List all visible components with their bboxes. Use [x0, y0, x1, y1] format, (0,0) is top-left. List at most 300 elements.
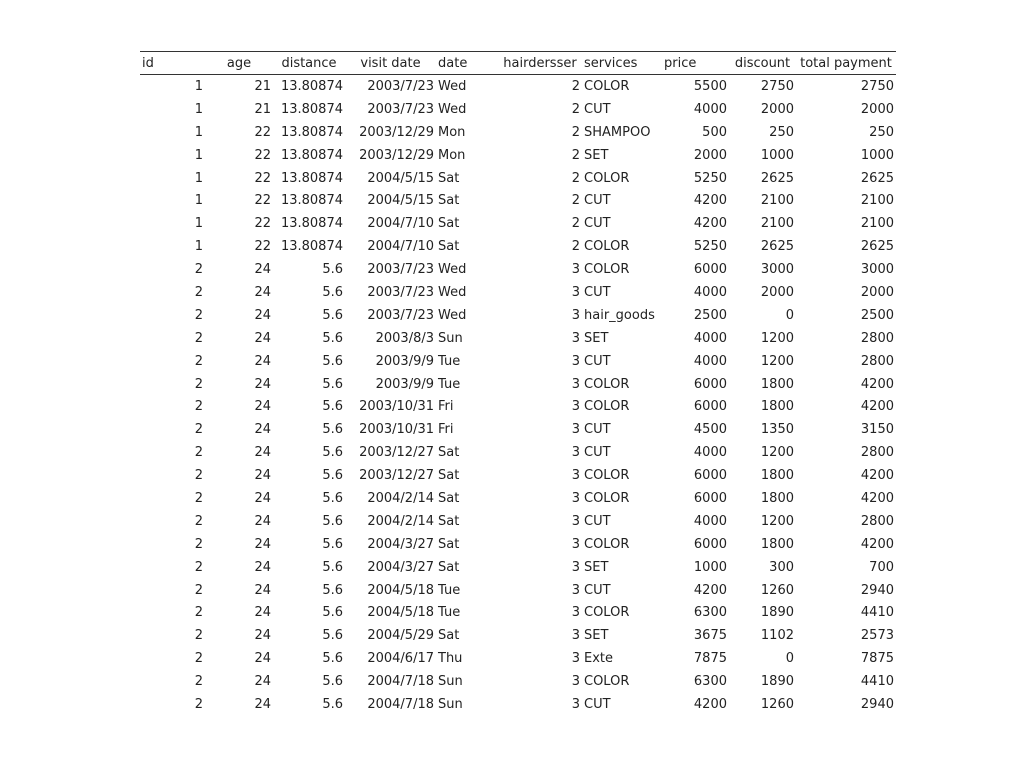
cell-services: CUT	[584, 353, 611, 369]
cell-visit-date: 2003/7/23	[367, 284, 434, 300]
cell-distance: 5.6	[322, 307, 343, 323]
cell-date: Tue	[438, 605, 461, 621]
cell-visit-date: 2003/7/23	[367, 262, 434, 278]
cell-age: 24	[254, 262, 271, 278]
cell-price: 2500	[693, 307, 727, 323]
cell-age: 22	[254, 170, 271, 186]
cell-hairdresser: 3	[571, 376, 580, 392]
cell-visit-date: 2003/7/23	[367, 101, 434, 117]
cell-id: 1	[194, 239, 203, 255]
cell-id: 2	[194, 330, 203, 346]
cell-services: Exte	[584, 651, 614, 667]
cell-date: Sat	[438, 536, 460, 552]
cell-services: CUT	[584, 513, 611, 529]
cell-visit-date: 2004/7/10	[367, 216, 434, 232]
cell-services: COLOR	[584, 78, 630, 94]
cell-id: 1	[194, 216, 203, 232]
cell-distance: 5.6	[322, 330, 343, 346]
cell-age: 24	[254, 307, 271, 323]
cell-distance: 13.80874	[280, 78, 343, 94]
cell-distance: 5.6	[322, 490, 343, 506]
cell-age: 24	[254, 353, 271, 369]
cell-id: 2	[194, 674, 203, 690]
cell-discount: 3000	[760, 262, 794, 278]
cell-total-payment: 4410	[860, 605, 894, 621]
cell-distance: 13.80874	[280, 101, 343, 117]
cell-distance: 5.6	[322, 559, 343, 575]
table-row	[140, 395, 896, 418]
cell-hairdresser: 3	[571, 399, 580, 415]
cell-price: 4000	[693, 284, 727, 300]
column-header-price: price	[664, 55, 697, 71]
cell-price: 6300	[693, 674, 727, 690]
table-row	[140, 304, 896, 327]
cell-age: 24	[254, 445, 271, 461]
table-row	[140, 189, 896, 212]
cell-price: 6000	[693, 376, 727, 392]
cell-age: 21	[254, 101, 271, 117]
cell-age: 24	[254, 628, 271, 644]
cell-date: Sat	[438, 628, 460, 644]
table-row	[140, 647, 896, 670]
cell-visit-date: 2003/9/9	[375, 376, 434, 392]
cell-total-payment: 2940	[860, 696, 894, 712]
cell-discount: 1260	[760, 582, 794, 598]
cell-total-payment: 2625	[860, 239, 894, 255]
cell-hairdresser: 3	[571, 490, 580, 506]
table-row	[140, 464, 896, 487]
cell-date: Wed	[438, 101, 467, 117]
cell-visit-date: 2003/12/27	[359, 445, 434, 461]
cell-distance: 5.6	[322, 284, 343, 300]
cell-discount: 0	[785, 307, 794, 323]
cell-price: 4200	[693, 582, 727, 598]
cell-services: CUT	[584, 101, 611, 117]
cell-discount: 1800	[760, 376, 794, 392]
cell-price: 4000	[693, 445, 727, 461]
table-row	[140, 510, 896, 533]
cell-services: SET	[584, 559, 609, 575]
cell-id: 1	[194, 124, 203, 140]
cell-visit-date: 2004/3/27	[367, 536, 434, 552]
table-row	[140, 144, 896, 167]
cell-total-payment: 4200	[860, 399, 894, 415]
cell-id: 1	[194, 170, 203, 186]
cell-discount: 1260	[760, 696, 794, 712]
cell-total-payment: 700	[869, 559, 894, 575]
cell-hairdresser: 2	[571, 193, 580, 209]
cell-date: Mon	[438, 124, 466, 140]
cell-age: 24	[254, 674, 271, 690]
cell-visit-date: 2004/2/14	[367, 490, 434, 506]
cell-visit-date: 2004/3/27	[367, 559, 434, 575]
cell-id: 2	[194, 605, 203, 621]
cell-date: Sun	[438, 696, 463, 712]
cell-visit-date: 2003/12/29	[359, 147, 434, 163]
column-header-date: date	[438, 55, 468, 71]
cell-age: 24	[254, 696, 271, 712]
table-row	[140, 556, 896, 579]
cell-price: 7875	[693, 651, 727, 667]
table-row	[140, 350, 896, 373]
cell-price: 5250	[693, 170, 727, 186]
cell-price: 4000	[693, 101, 727, 117]
cell-hairdresser: 3	[571, 605, 580, 621]
cell-price: 4000	[693, 513, 727, 529]
cell-price: 5250	[693, 239, 727, 255]
cell-distance: 5.6	[322, 422, 343, 438]
cell-total-payment: 2100	[860, 193, 894, 209]
cell-id: 2	[194, 513, 203, 529]
column-header-id: id	[142, 55, 154, 71]
column-header-discount: discount	[734, 55, 791, 71]
cell-age: 24	[254, 490, 271, 506]
cell-hairdresser: 2	[571, 147, 580, 163]
table-row	[140, 121, 896, 144]
cell-age: 24	[254, 284, 271, 300]
cell-age: 22	[254, 124, 271, 140]
cell-age: 22	[254, 239, 271, 255]
cell-price: 4200	[693, 696, 727, 712]
cell-age: 24	[254, 422, 271, 438]
table-row	[140, 235, 896, 258]
cell-hairdresser: 3	[571, 559, 580, 575]
cell-date: Sat	[438, 490, 460, 506]
cell-services: hair_goods	[584, 307, 655, 323]
cell-hairdresser: 2	[571, 239, 580, 255]
cell-age: 22	[254, 193, 271, 209]
cell-id: 1	[194, 193, 203, 209]
cell-visit-date: 2003/7/23	[367, 78, 434, 94]
table-row	[140, 693, 896, 716]
cell-id: 2	[194, 490, 203, 506]
cell-price: 6300	[693, 605, 727, 621]
cell-price: 500	[702, 124, 727, 140]
cell-distance: 13.80874	[280, 124, 343, 140]
cell-hairdresser: 3	[571, 536, 580, 552]
cell-total-payment: 2940	[860, 582, 894, 598]
cell-distance: 5.6	[322, 513, 343, 529]
cell-date: Sat	[438, 239, 460, 255]
cell-date: Sat	[438, 445, 460, 461]
cell-id: 2	[194, 445, 203, 461]
cell-distance: 5.6	[322, 399, 343, 415]
cell-price: 6000	[693, 536, 727, 552]
cell-date: Sat	[438, 216, 460, 232]
table-row	[140, 327, 896, 350]
cell-total-payment: 2500	[860, 307, 894, 323]
cell-age: 24	[254, 330, 271, 346]
table-row	[140, 75, 896, 98]
cell-price: 4200	[693, 193, 727, 209]
cell-visit-date: 2003/7/23	[367, 307, 434, 323]
table-row	[140, 533, 896, 556]
cell-date: Tue	[438, 353, 461, 369]
cell-age: 24	[254, 559, 271, 575]
cell-date: Wed	[438, 262, 467, 278]
cell-price: 6000	[693, 490, 727, 506]
cell-price: 6000	[693, 468, 727, 484]
cell-id: 2	[194, 651, 203, 667]
cell-visit-date: 2004/5/18	[367, 605, 434, 621]
cell-total-payment: 250	[869, 124, 894, 140]
cell-visit-date: 2004/5/15	[367, 193, 434, 209]
header-row	[140, 52, 896, 75]
cell-total-payment: 3000	[860, 262, 894, 278]
cell-services: SET	[584, 628, 609, 644]
cell-id: 2	[194, 468, 203, 484]
cell-age: 22	[254, 147, 271, 163]
cell-id: 2	[194, 422, 203, 438]
column-header-distance: distance	[281, 55, 337, 71]
cell-hairdresser: 2	[571, 78, 580, 94]
cell-services: COLOR	[584, 536, 630, 552]
cell-visit-date: 2004/5/29	[367, 628, 434, 644]
cell-distance: 5.6	[322, 262, 343, 278]
table-row	[140, 281, 896, 304]
cell-hairdresser: 3	[571, 468, 580, 484]
table-row	[140, 601, 896, 624]
cell-hairdresser: 3	[571, 353, 580, 369]
cell-discount: 1800	[760, 468, 794, 484]
table-row	[140, 579, 896, 602]
cell-hairdresser: 2	[571, 101, 580, 117]
cell-id: 2	[194, 262, 203, 278]
cell-discount: 1000	[760, 147, 794, 163]
cell-discount: 2625	[760, 239, 794, 255]
cell-total-payment: 7875	[860, 651, 894, 667]
cell-date: Tue	[438, 582, 461, 598]
table-row	[140, 212, 896, 235]
cell-age: 22	[254, 216, 271, 232]
cell-id: 1	[194, 147, 203, 163]
cell-total-payment: 2750	[860, 78, 894, 94]
cell-date: Wed	[438, 307, 467, 323]
cell-distance: 13.80874	[280, 147, 343, 163]
cell-total-payment: 2000	[860, 101, 894, 117]
cell-visit-date: 2004/5/18	[367, 582, 434, 598]
cell-price: 1000	[693, 559, 727, 575]
cell-date: Mon	[438, 147, 466, 163]
cell-price: 4500	[693, 422, 727, 438]
table-body	[140, 75, 896, 716]
cell-id: 1	[194, 78, 203, 94]
cell-hairdresser: 2	[571, 124, 580, 140]
cell-id: 2	[194, 399, 203, 415]
cell-distance: 5.6	[322, 651, 343, 667]
cell-discount: 1890	[760, 605, 794, 621]
cell-services: CUT	[584, 193, 611, 209]
column-header-total-payment: total payment	[800, 55, 892, 71]
cell-total-payment: 2800	[860, 513, 894, 529]
cell-distance: 5.6	[322, 376, 343, 392]
cell-date: Thu	[438, 651, 463, 667]
column-header-age: age	[226, 55, 252, 71]
cell-visit-date: 2003/12/29	[359, 124, 434, 140]
cell-services: COLOR	[584, 262, 630, 278]
cell-total-payment: 2800	[860, 353, 894, 369]
cell-total-payment: 2800	[860, 445, 894, 461]
cell-services: COLOR	[584, 376, 630, 392]
cell-price: 5500	[693, 78, 727, 94]
cell-hairdresser: 3	[571, 674, 580, 690]
cell-total-payment: 4200	[860, 490, 894, 506]
cell-age: 24	[254, 536, 271, 552]
column-header-hairdresser: hairdersser	[503, 55, 577, 71]
cell-services: CUT	[584, 284, 611, 300]
cell-visit-date: 2004/7/18	[367, 674, 434, 690]
cell-price: 2000	[693, 147, 727, 163]
cell-id: 2	[194, 307, 203, 323]
cell-hairdresser: 3	[571, 307, 580, 323]
cell-discount: 1800	[760, 536, 794, 552]
cell-discount: 1800	[760, 490, 794, 506]
cell-total-payment: 2625	[860, 170, 894, 186]
cell-date: Fri	[438, 422, 454, 438]
cell-price: 4200	[693, 216, 727, 232]
cell-date: Sat	[438, 513, 460, 529]
cell-services: COLOR	[584, 674, 630, 690]
cell-visit-date: 2003/8/3	[375, 330, 434, 346]
cell-visit-date: 2004/6/17	[367, 651, 434, 667]
cell-id: 2	[194, 628, 203, 644]
cell-discount: 250	[769, 124, 794, 140]
cell-discount: 2625	[760, 170, 794, 186]
cell-discount: 1200	[760, 353, 794, 369]
cell-distance: 13.80874	[280, 239, 343, 255]
table-row	[140, 258, 896, 281]
cell-discount: 300	[769, 559, 794, 575]
cell-distance: 13.80874	[280, 193, 343, 209]
cell-total-payment: 4200	[860, 376, 894, 392]
cell-distance: 5.6	[322, 628, 343, 644]
cell-distance: 5.6	[322, 468, 343, 484]
cell-total-payment: 4200	[860, 536, 894, 552]
cell-total-payment: 2000	[860, 284, 894, 300]
cell-discount: 1350	[760, 422, 794, 438]
cell-hairdresser: 2	[571, 216, 580, 232]
column-header-services: services	[584, 55, 638, 71]
cell-total-payment: 3150	[860, 422, 894, 438]
cell-hairdresser: 3	[571, 582, 580, 598]
cell-services: COLOR	[584, 468, 630, 484]
cell-discount: 1102	[760, 628, 794, 644]
table-row	[140, 487, 896, 510]
cell-hairdresser: 3	[571, 422, 580, 438]
data-table-container	[140, 51, 896, 716]
cell-date: Sun	[438, 330, 463, 346]
cell-discount: 2000	[760, 284, 794, 300]
cell-total-payment: 4410	[860, 674, 894, 690]
cell-visit-date: 2004/5/15	[367, 170, 434, 186]
cell-discount: 2100	[760, 216, 794, 232]
cell-services: SHAMPOO	[584, 124, 651, 140]
cell-id: 2	[194, 376, 203, 392]
cell-distance: 13.80874	[280, 170, 343, 186]
cell-visit-date: 2003/10/31	[359, 422, 434, 438]
cell-distance: 5.6	[322, 536, 343, 552]
cell-hairdresser: 3	[571, 284, 580, 300]
cell-services: COLOR	[584, 605, 630, 621]
cell-total-payment: 4200	[860, 468, 894, 484]
cell-age: 24	[254, 651, 271, 667]
cell-age: 24	[254, 376, 271, 392]
cell-services: CUT	[584, 445, 611, 461]
column-header-visit-date: visit date	[360, 55, 421, 71]
cell-hairdresser: 3	[571, 651, 580, 667]
cell-id: 2	[194, 353, 203, 369]
cell-discount: 1890	[760, 674, 794, 690]
cell-visit-date: 2003/12/27	[359, 468, 434, 484]
cell-id: 2	[194, 536, 203, 552]
table-row	[140, 98, 896, 121]
cell-date: Tue	[438, 376, 461, 392]
cell-age: 24	[254, 513, 271, 529]
table-row	[140, 624, 896, 647]
cell-id: 2	[194, 696, 203, 712]
cell-id: 2	[194, 582, 203, 598]
cell-date: Wed	[438, 78, 467, 94]
cell-services: SET	[584, 147, 609, 163]
cell-total-payment: 2573	[860, 628, 894, 644]
cell-age: 24	[254, 605, 271, 621]
cell-date: Wed	[438, 284, 467, 300]
cell-price: 6000	[693, 262, 727, 278]
cell-services: COLOR	[584, 170, 630, 186]
table-row	[140, 441, 896, 464]
table-row	[140, 418, 896, 441]
cell-services: CUT	[584, 696, 611, 712]
cell-age: 21	[254, 78, 271, 94]
cell-discount: 1200	[760, 513, 794, 529]
cell-hairdresser: 3	[571, 262, 580, 278]
cell-discount: 0	[785, 651, 794, 667]
cell-age: 24	[254, 468, 271, 484]
cell-discount: 2000	[760, 101, 794, 117]
table-row	[140, 670, 896, 693]
cell-age: 24	[254, 399, 271, 415]
cell-services: COLOR	[584, 399, 630, 415]
cell-hairdresser: 3	[571, 445, 580, 461]
cell-services: COLOR	[584, 490, 630, 506]
cell-services: COLOR	[584, 239, 630, 255]
cell-discount: 1200	[760, 330, 794, 346]
cell-distance: 5.6	[322, 696, 343, 712]
cell-id: 1	[194, 101, 203, 117]
cell-date: Sat	[438, 193, 460, 209]
cell-distance: 5.6	[322, 353, 343, 369]
cell-visit-date: 2004/7/18	[367, 696, 434, 712]
cell-visit-date: 2004/7/10	[367, 239, 434, 255]
cell-price: 4000	[693, 330, 727, 346]
cell-distance: 5.6	[322, 605, 343, 621]
cell-hairdresser: 3	[571, 696, 580, 712]
cell-services: SET	[584, 330, 609, 346]
cell-distance: 13.80874	[280, 216, 343, 232]
cell-price: 4000	[693, 353, 727, 369]
cell-distance: 5.6	[322, 582, 343, 598]
cell-date: Fri	[438, 399, 454, 415]
cell-distance: 5.6	[322, 445, 343, 461]
cell-hairdresser: 3	[571, 628, 580, 644]
cell-visit-date: 2003/10/31	[359, 399, 434, 415]
cell-price: 6000	[693, 399, 727, 415]
cell-age: 24	[254, 582, 271, 598]
cell-hairdresser: 2	[571, 170, 580, 186]
cell-hairdresser: 3	[571, 513, 580, 529]
cell-distance: 5.6	[322, 674, 343, 690]
cell-price: 3675	[693, 628, 727, 644]
